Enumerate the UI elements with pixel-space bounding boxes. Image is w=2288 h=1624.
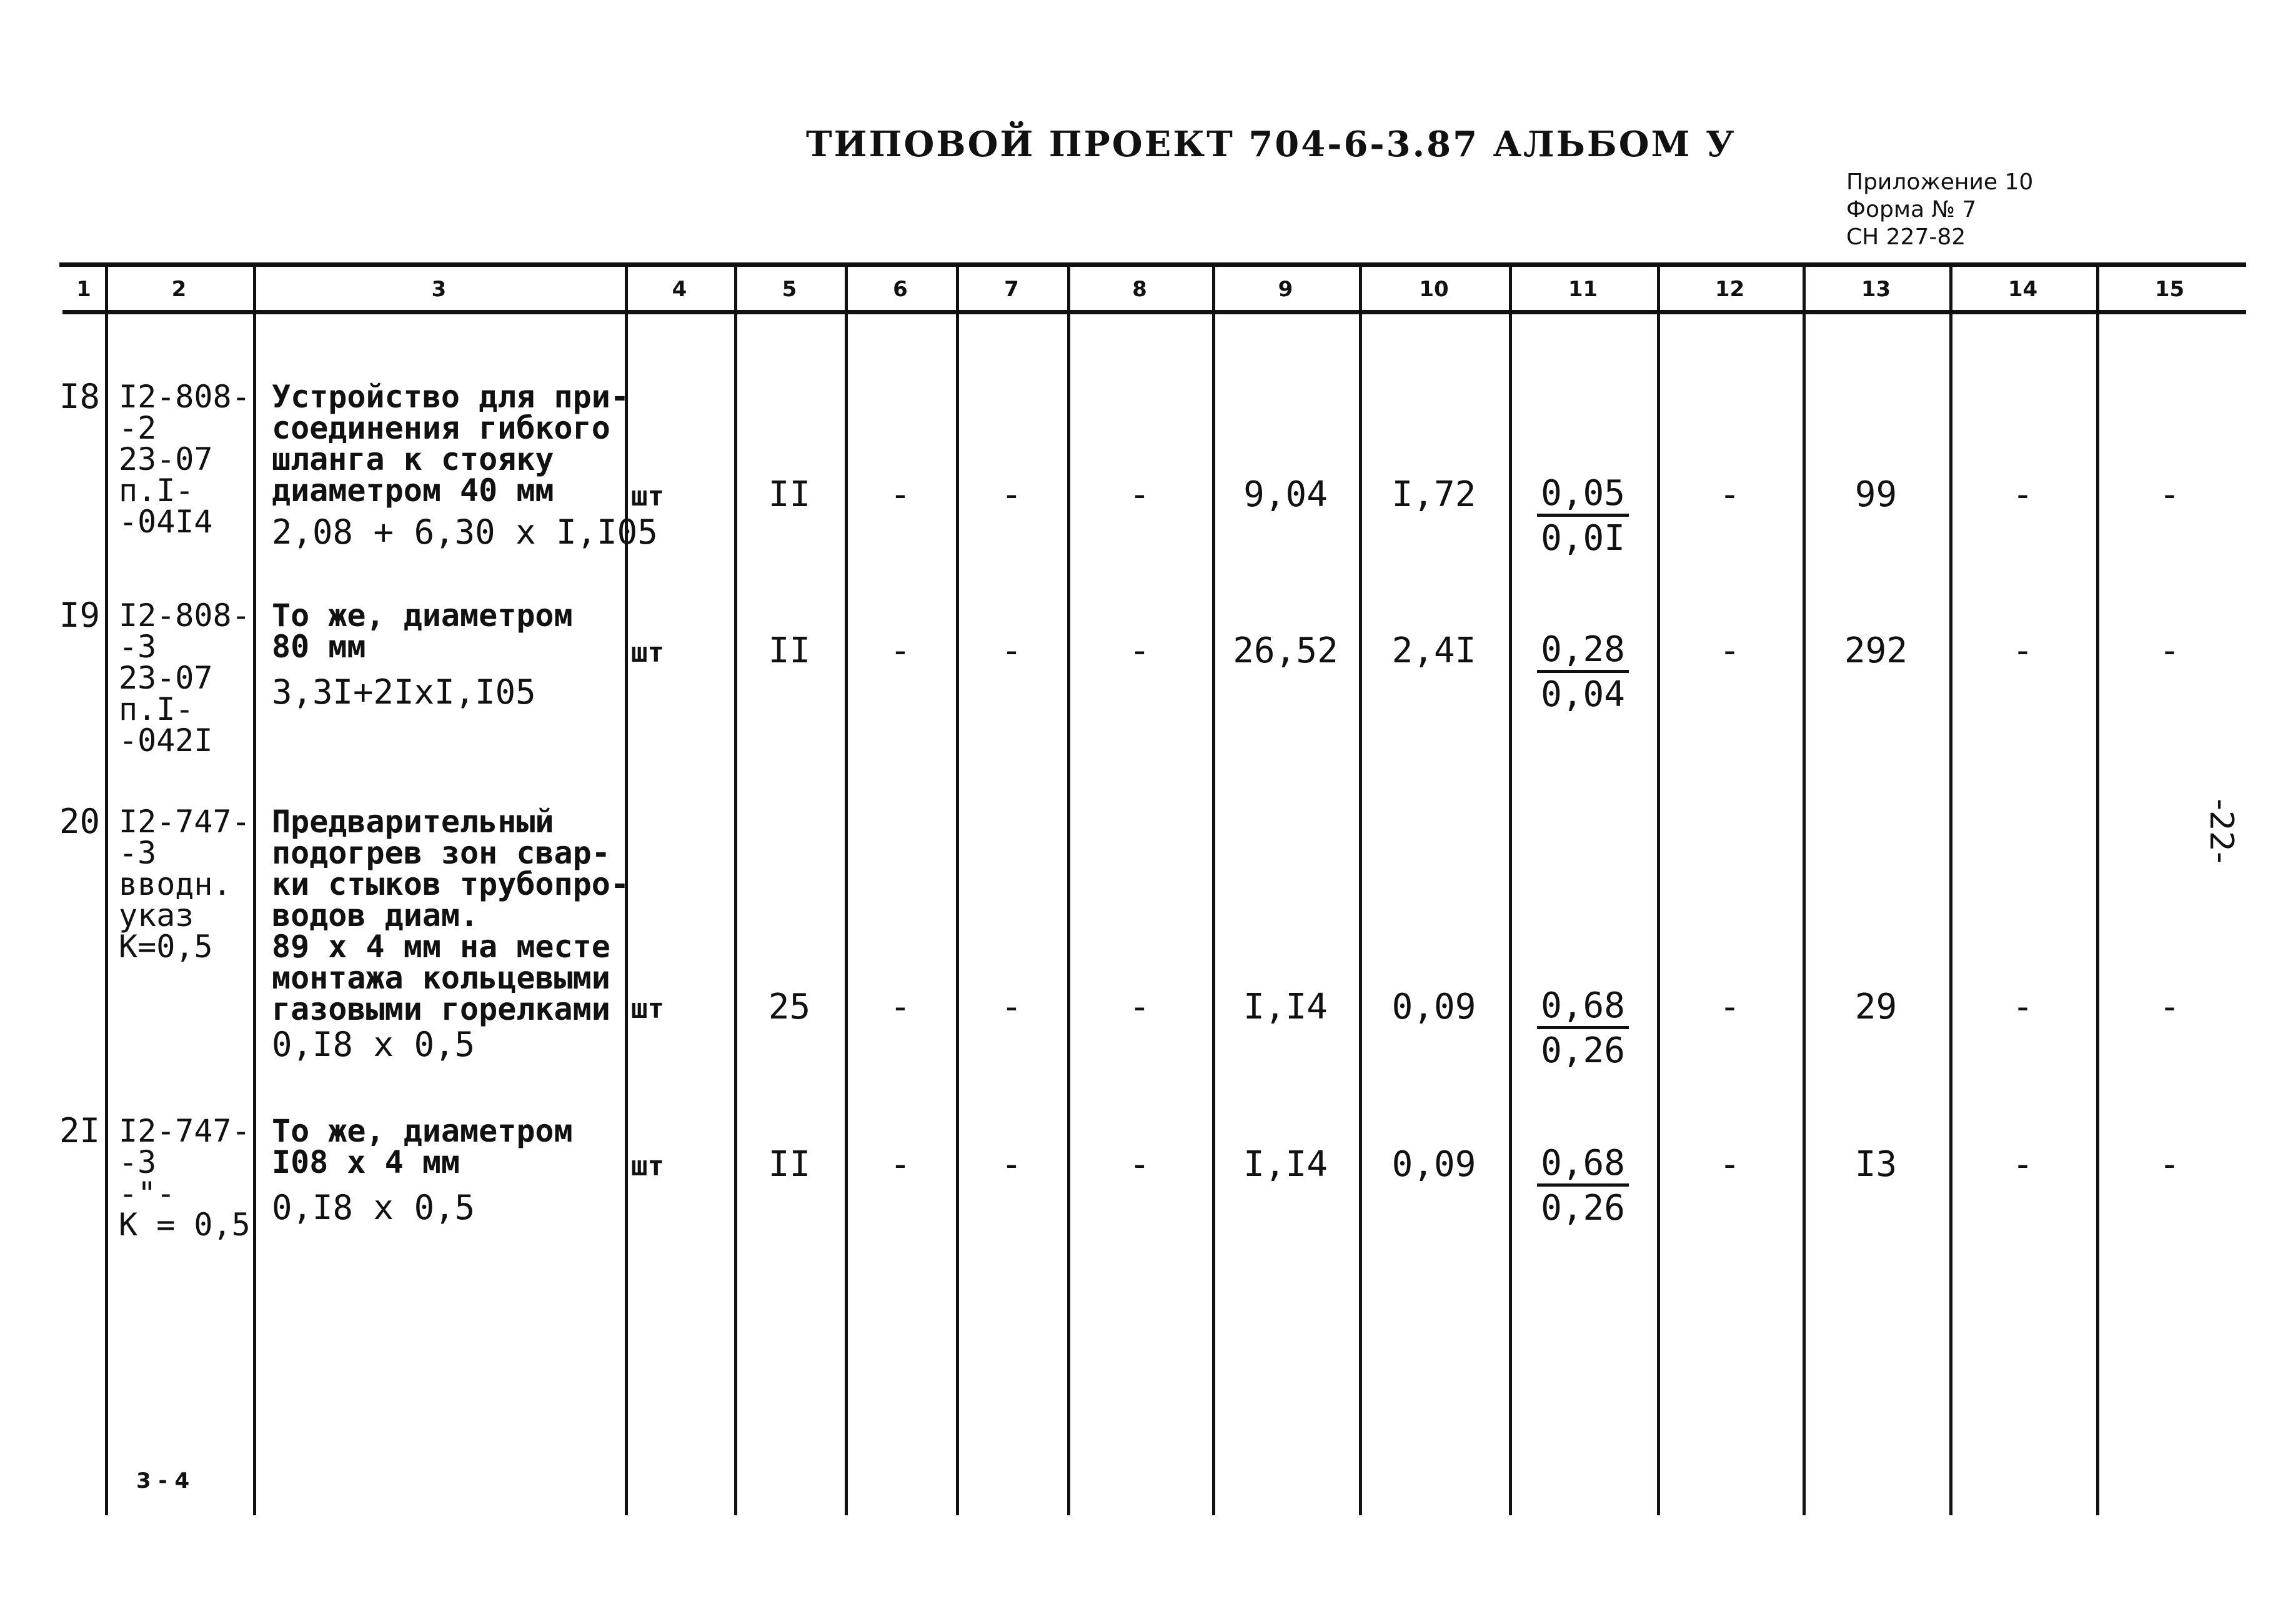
- value-col14: -: [2012, 1144, 2034, 1185]
- value-col8: -: [1129, 630, 1150, 671]
- fraction-denominator: 0,26: [1541, 1030, 1625, 1071]
- unit: шт: [631, 993, 664, 1025]
- value-col10: 2,4I: [1391, 630, 1476, 671]
- value-col7: -: [1001, 474, 1022, 515]
- value-col10: 0,09: [1391, 987, 1476, 1027]
- value-col11-fraction: [1537, 474, 1629, 560]
- value-col14: -: [2012, 987, 2034, 1027]
- unit: шт: [631, 1150, 664, 1182]
- value-col7: -: [1001, 987, 1022, 1027]
- column-divider: [2096, 266, 2099, 1515]
- column-divider: [734, 266, 737, 1515]
- calc-formula: 0,I8 x 0,5: [272, 1025, 475, 1064]
- calc-formula: 0,I8 x 0,5: [272, 1188, 475, 1227]
- value-col11-fraction: [1537, 986, 1629, 1073]
- value-col15: -: [2159, 987, 2181, 1027]
- value-col8: -: [1129, 987, 1150, 1027]
- rate-code: I2-808- -3 23-07 п.I- -042I: [119, 597, 251, 759]
- value-col6: -: [890, 474, 911, 515]
- value-col15: -: [2159, 474, 2181, 515]
- value-col8: -: [1129, 474, 1150, 515]
- calc-formula: 3,3I+2IxI,I05: [272, 672, 536, 712]
- column-header: 10: [1419, 277, 1449, 302]
- column-header: 13: [1861, 277, 1891, 302]
- value-col11-fraction: [1537, 1143, 1629, 1230]
- quantity: II: [768, 474, 811, 515]
- footer-code: 3 - 4: [136, 1468, 190, 1493]
- value-col15: -: [2159, 1144, 2181, 1185]
- column-header: 6: [893, 277, 908, 302]
- row-number: 20: [59, 802, 101, 841]
- column-header: 14: [2007, 277, 2038, 302]
- calc-formula: 2,08 + 6,30 x I,I05: [272, 512, 658, 552]
- fraction-numerator: 0,68: [1537, 1143, 1629, 1187]
- value-col8: -: [1129, 1144, 1150, 1185]
- value-col9: I,I4: [1243, 987, 1328, 1027]
- appendix-line: СН 227-82: [1846, 224, 1966, 250]
- work-description: Предварительный подогрев зон свар- ки стыков трубопро- водов диам. 89 x 4 мм на месте монтажа кольцевыми газовыми горелками: [272, 804, 629, 1027]
- value-col10: 0,09: [1391, 1144, 1476, 1185]
- work-description: То же, диаметром I08 x 4 мм: [272, 1113, 573, 1180]
- rate-code: I2-747- -3 вводн. указ К=0,5: [119, 804, 251, 965]
- unit: шт: [631, 481, 664, 512]
- column-header: 12: [1714, 277, 1745, 302]
- column-divider: [1949, 266, 1952, 1515]
- quantity: II: [768, 630, 811, 671]
- value-col12: -: [1719, 630, 1741, 671]
- column-header: 9: [1278, 277, 1293, 302]
- page-number: -22-: [2202, 799, 2240, 864]
- value-col6: -: [890, 1144, 911, 1185]
- row-number: 2I: [59, 1111, 101, 1150]
- value-col10: I,72: [1391, 474, 1476, 515]
- column-header: 8: [1132, 277, 1147, 302]
- column-header: 2: [171, 277, 187, 302]
- column-divider: [1509, 266, 1512, 1515]
- value-col14: -: [2012, 630, 2034, 671]
- quantity: 25: [768, 987, 811, 1027]
- value-col13: 99: [1854, 474, 1898, 515]
- value-col13: 29: [1854, 987, 1898, 1027]
- column-divider: [1359, 266, 1362, 1515]
- value-col6: -: [890, 987, 911, 1027]
- column-header: 3: [431, 277, 447, 302]
- appendix-block: [1846, 169, 2033, 251]
- value-col9: 9,04: [1243, 474, 1328, 515]
- value-col9: 26,52: [1233, 630, 1338, 671]
- column-divider: [1067, 266, 1070, 1515]
- page-title: ТИПОВОЙ ПРОЕКТ 704-6-3.87 АЛЬБОМ У: [806, 124, 1736, 165]
- fraction-numerator: 0,05: [1537, 474, 1629, 517]
- value-col14: -: [2012, 474, 2034, 515]
- column-divider: [1212, 266, 1215, 1515]
- value-col11-fraction: [1537, 630, 1629, 717]
- value-col12: -: [1719, 987, 1741, 1027]
- column-divider: [1657, 266, 1660, 1515]
- unit: шт: [631, 637, 664, 669]
- quantity: II: [768, 1144, 811, 1185]
- fraction-denominator: 0,26: [1541, 1188, 1625, 1228]
- column-divider: [845, 266, 848, 1515]
- column-header: 15: [2154, 277, 2185, 302]
- fraction-denominator: 0,0I: [1541, 518, 1625, 559]
- column-divider: [956, 266, 959, 1515]
- header-top-rule: [59, 262, 2246, 267]
- fraction-numerator: 0,28: [1537, 630, 1629, 673]
- row-number: I8: [59, 377, 101, 416]
- row-number: I9: [59, 595, 101, 635]
- appendix-line: Форма № 7: [1846, 197, 1977, 222]
- header-bottom-rule: [62, 310, 2246, 314]
- appendix-line: Приложение 10: [1846, 169, 2034, 195]
- value-col6: -: [890, 630, 911, 671]
- value-col9: I,I4: [1243, 1144, 1328, 1185]
- work-description: То же, диаметром 80 мм: [272, 597, 573, 665]
- fraction-denominator: 0,04: [1541, 674, 1625, 715]
- rate-code: I2-808- -2 23-07 п.I- -04I4: [119, 379, 251, 540]
- column-divider: [253, 266, 256, 1515]
- value-col12: -: [1719, 1144, 1741, 1185]
- work-description: Устройство для при- соединения гибкого шланга к стояку диаметром 40 мм: [272, 379, 629, 509]
- column-divider: [1803, 266, 1806, 1515]
- value-col13: I3: [1854, 1144, 1898, 1185]
- column-header: 11: [1568, 277, 1598, 302]
- value-col7: -: [1001, 630, 1022, 671]
- column-header: 5: [782, 277, 797, 302]
- value-col12: -: [1719, 474, 1741, 515]
- fraction-numerator: 0,68: [1537, 986, 1629, 1029]
- rate-code: I2-747- -3 -"- К = 0,5: [119, 1113, 251, 1243]
- column-divider: [105, 266, 108, 1515]
- value-col15: -: [2159, 630, 2181, 671]
- column-header: 7: [1004, 277, 1019, 302]
- column-header: 1: [76, 277, 91, 302]
- value-col7: -: [1001, 1144, 1022, 1185]
- column-header: 4: [672, 277, 687, 302]
- value-col13: 292: [1844, 630, 1908, 671]
